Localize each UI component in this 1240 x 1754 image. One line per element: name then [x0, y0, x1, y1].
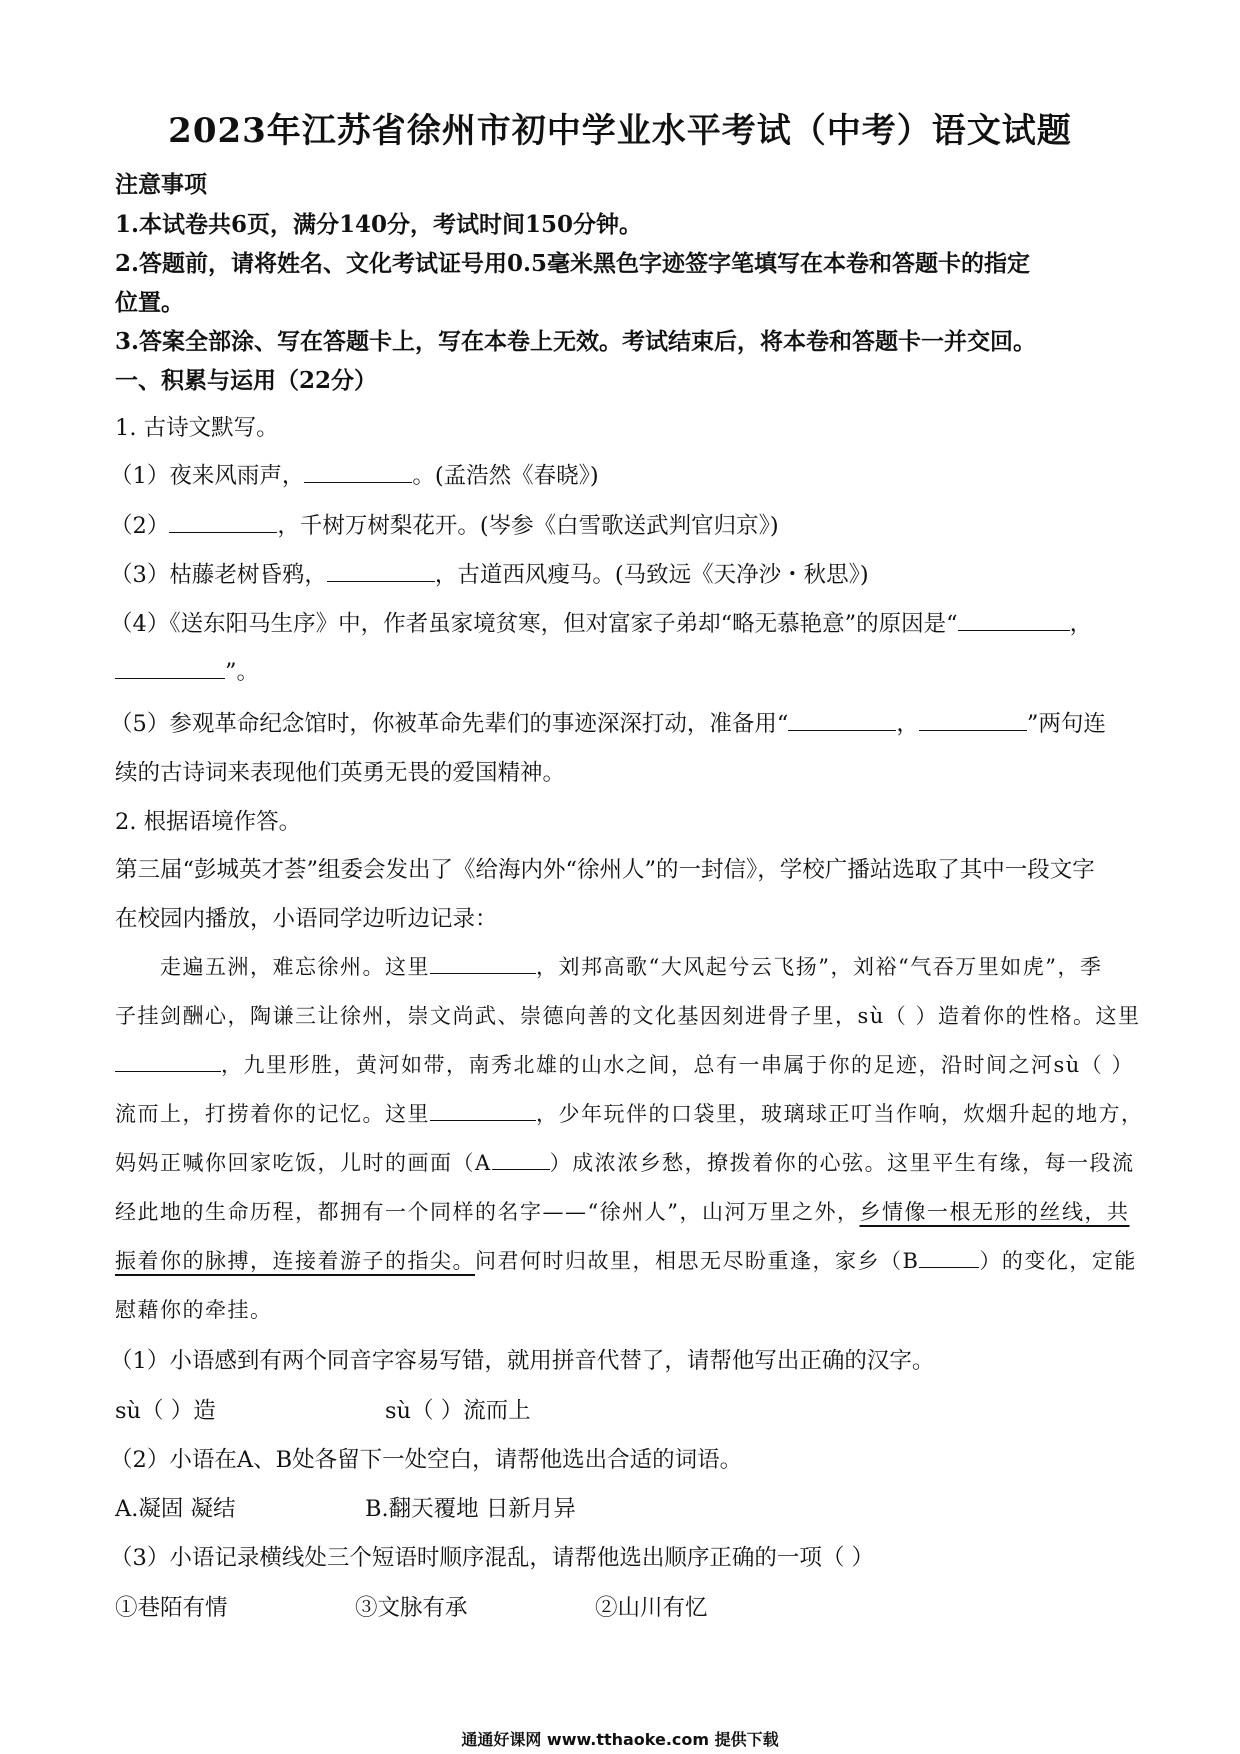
question-2-intro-cont: 在校园内播放，小语同学边听边记录： [115, 906, 498, 932]
question-1-item-5: （5）参观革命纪念馆时，你被革命先辈们的事迹深深打动，准备用“ ， ”两句连 [110, 706, 1106, 738]
question-2-sub-1-answers [115, 1393, 531, 1425]
question-2-sub-3-phrases [115, 1590, 708, 1622]
answer-blank[interactable] [304, 460, 412, 483]
passage-line-1: 走遍五洲，难忘徐州。这里 ，刘邦高歌“大风起兮云飞扬”，刘裕“气吞万里如虎”，季 [160, 951, 1102, 981]
answer-blank[interactable] [115, 1049, 221, 1072]
question-2-intro: 第三届“彭城英才荟”组委会发出了《给海内外“徐州人”的一封信》，学校广播站选取了其中一段文字 [115, 857, 1095, 883]
option-b[interactable]: B.翻天覆地 日新月异 [365, 1496, 576, 1522]
passage-line-5: 妈妈正喊你回家吃饭，儿时的画面（A ）成浓浓乡愁，撩拨着你的心弦。这里平生有缘，每一段流 [115, 1147, 1135, 1177]
passage-line-3: ，九里形胜，黄河如带，南秀北雄的山水之间，总有一串属于你的足迹，沿时间之河sù（ ） [115, 1049, 1134, 1079]
question-2-stem: 2. 根据语境作答。 [115, 809, 302, 835]
question-1-stem: 1. 古诗文默写。 [115, 415, 279, 441]
question-2-sub-1: （1）小语感到有两个同音字容易写错，就用拼音代替了，请帮他写出正确的汉字。 [110, 1348, 935, 1374]
underlined-sentence-cont: 振着你的脉搏，连接着游子的指尖。 [115, 1249, 475, 1273]
passage-line-8: 慰藉你的牵挂。 [115, 1298, 273, 1322]
phrase-2: ②山川有忆 [595, 1595, 708, 1621]
question-1-item-2: （2） ，千树万树梨花开。(岑参《白雪歌送武判官归京》) [110, 508, 779, 540]
option-a[interactable]: A.凝固 凝结 [115, 1496, 236, 1522]
passage-line-2: 子挂剑酬心，陶谦三让徐州，崇文尚武、崇德向善的文化基因刻进骨子里，sù（ ）造着你的性格。这里 [115, 1004, 1141, 1028]
underlined-sentence: 乡情像一根无形的丝线，共 [859, 1200, 1130, 1224]
answer-blank[interactable] [327, 559, 435, 582]
page-title: 2023年江苏省徐州市初中学业水平考试（中考）语文试题 [168, 111, 1072, 151]
notice-item-1: 1.本试卷共6页，满分140分，考试时间150分钟。 [115, 211, 643, 238]
answer-blank[interactable] [788, 708, 896, 731]
question-2-sub-3: （3）小语记录横线处三个短语时顺序混乱，请帮他选出顺序正确的一项（ ） [110, 1545, 874, 1571]
passage-line-6: 经此地的生命历程，都拥有一个同样的名字——“徐州人”，山河万里之外，乡情像一根无形的丝线，共 [115, 1200, 1130, 1224]
answer-blank[interactable] [919, 708, 1027, 731]
notice-item-2: 2.答题前，请将姓名、文化考试证号用0.5毫米黑色字迹签字笔填写在本卷和答题卡的指定 [115, 250, 1031, 277]
notice-item-2-cont: 位置。 [115, 289, 184, 316]
question-1-item-4-cont: ”。 [115, 654, 259, 686]
question-2-sub-2: （2）小语在A、B处各留下一处空白，请帮他选出合适的词语。 [110, 1447, 743, 1473]
section-heading: 一、积累与运用（22分） [115, 367, 378, 394]
question-1-item-1: （1）夜来风雨声， 。(孟浩然《春晓》) [110, 458, 599, 490]
notice-heading: 注意事项 [115, 171, 207, 198]
answer-blank[interactable] [430, 1098, 536, 1121]
question-1-item-5-cont: 续的古诗词来表现他们英勇无畏的爱国精神。 [115, 760, 566, 786]
answer-su-2[interactable]: sù（ ）流而上 [385, 1398, 531, 1424]
passage-line-7: 振着你的脉搏，连接着游子的指尖。问君何时归故里，相思无尽盼重逢，家乡（B ）的变化，定能 [115, 1245, 1137, 1275]
answer-blank[interactable] [169, 510, 277, 533]
question-2-sub-2-options [115, 1491, 576, 1523]
answer-su-1[interactable]: sù（ ）造 [115, 1398, 216, 1424]
phrase-1: ①巷陌有情 [115, 1595, 228, 1621]
blank-a[interactable] [492, 1147, 550, 1170]
phrase-3: ③文脉有承 [355, 1595, 468, 1621]
passage-line-4: 流而上，打捞着你的记忆。这里 ，少年玩伴的口袋里，玻璃球正叮当作响，炊烟升起的地方， [115, 1098, 1144, 1128]
answer-blank[interactable] [430, 951, 536, 974]
answer-blank[interactable] [115, 656, 225, 679]
answer-blank[interactable] [958, 608, 1070, 631]
question-1-item-4: （4）《送东阳马生序》中，作者虽家境贫寒，但对富家子弟却“略无慕艳意”的原因是“ ， [110, 606, 1092, 638]
notice-item-3: 3.答案全部涂、写在答题卡上，写在本卷上无效。考试结束后，将本卷和答题卡一并交回。 [115, 328, 1037, 355]
question-1-item-3: （3）枯藤老树昏鸦， ，古道西风瘦马。(马致远《天净沙・秋思》) [110, 557, 869, 589]
blank-b[interactable] [919, 1245, 979, 1268]
footer-credit: 通通好课网 www.tthaoke.com 提供下载 [461, 1730, 779, 1749]
